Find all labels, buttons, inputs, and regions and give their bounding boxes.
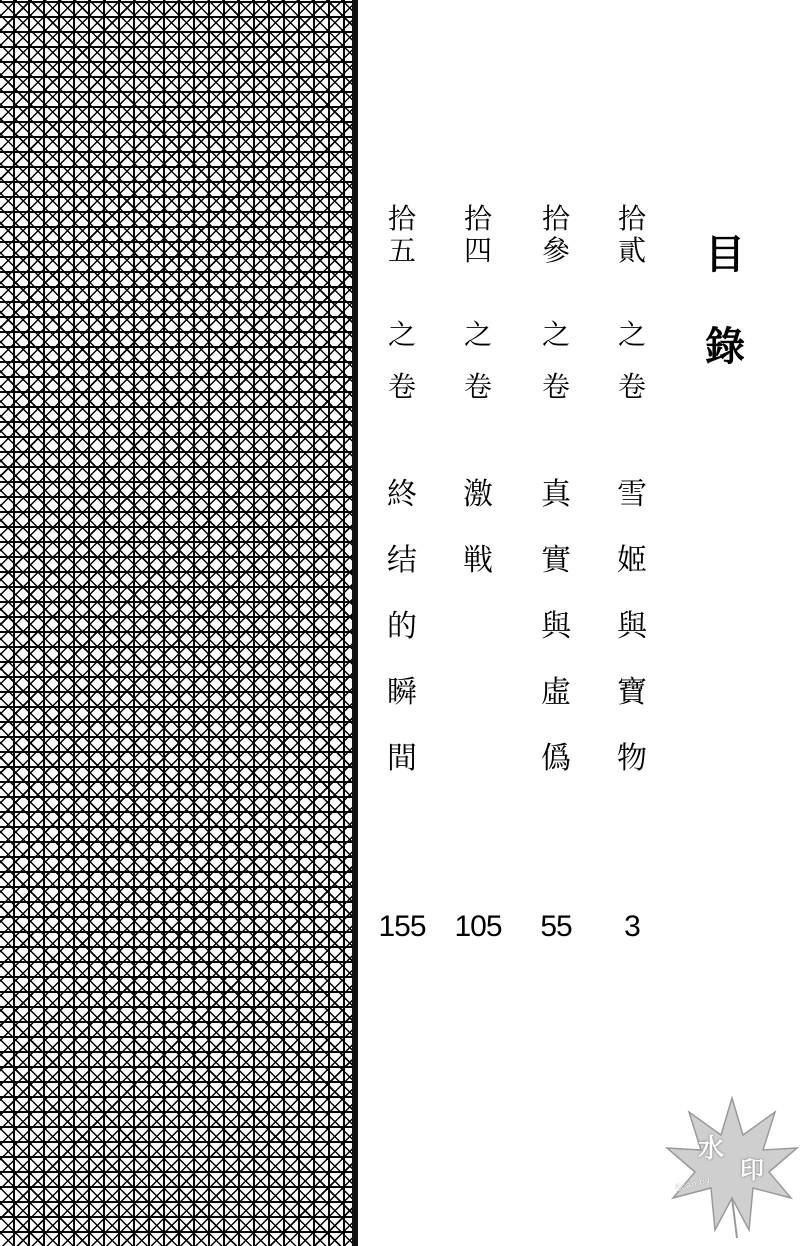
watermark-char: 印	[740, 1155, 764, 1184]
decorative-pattern-panel	[0, 0, 358, 1246]
chapter-label	[372, 202, 432, 405]
chapter-title-char: 僞	[541, 741, 571, 776]
watermark-char: 水	[698, 1134, 725, 1164]
chapter-page-number: 105	[454, 910, 502, 943]
chapter-title	[448, 477, 508, 612]
chapter-label-char: 拾	[617, 202, 646, 235]
chapter-label-char: 卷	[463, 370, 492, 403]
chapter-title-char: 實	[541, 543, 571, 578]
chapter-label-char: 貳	[617, 234, 646, 267]
chapter-entry	[448, 202, 508, 985]
chapter-title	[602, 477, 662, 810]
chapter-label	[526, 202, 586, 405]
toc-title-char: 錄	[705, 323, 745, 370]
toc-title-char: 目	[705, 231, 745, 278]
chapter-title-char: 虛	[541, 675, 571, 710]
chapter-title-char: 真	[541, 477, 571, 512]
chapter-entry	[526, 202, 586, 985]
chapter-label-char: 拾	[387, 202, 416, 235]
chapter-entry	[602, 202, 662, 985]
chapter-title-char: 與	[541, 609, 571, 644]
chapter-title-char: 物	[617, 741, 647, 776]
maple-leaf-watermark-icon	[665, 1090, 800, 1240]
chapter-title-char: 的	[387, 609, 417, 644]
chapter-label	[448, 202, 508, 405]
chapter-page-number: 3	[624, 910, 640, 943]
chapter-title-char: 寶	[617, 675, 647, 710]
chapter-label-char: 之	[463, 318, 492, 351]
chapter-title-char: 雪	[617, 477, 647, 512]
chapter-entry	[372, 202, 432, 985]
chapter-label-char: 之	[387, 318, 416, 351]
chapter-title	[526, 477, 586, 810]
chapter-title-char: 结	[387, 543, 417, 578]
chapter-title-char: 間	[387, 741, 417, 776]
chapter-label-char: 卷	[617, 370, 646, 403]
chapter-title-char: 姬	[617, 543, 647, 578]
chapter-label-char: 之	[541, 318, 570, 351]
chapter-title-char: 終	[387, 477, 417, 512]
chapter-title	[372, 477, 432, 810]
chapter-label-char: 四	[463, 234, 492, 267]
pattern-edge	[352, 0, 358, 1246]
chapter-title-char: 瞬	[387, 675, 417, 710]
chapter-title-char: 激	[463, 477, 493, 512]
toc-title	[690, 231, 760, 370]
chapter-label-char: 拾	[463, 202, 492, 235]
chapter-label-char: 參	[541, 234, 570, 267]
watermark-subtext: Scan by	[674, 1175, 712, 1195]
chapter-label-char: 卷	[387, 370, 416, 403]
chapter-label	[602, 202, 662, 405]
chapter-label-char: 卷	[541, 370, 570, 403]
chapter-page-number: 55	[540, 910, 572, 943]
chapter-label-char: 拾	[541, 202, 570, 235]
chapter-label-char: 之	[617, 318, 646, 351]
chapter-page-number: 155	[378, 910, 426, 943]
chapter-label-char: 五	[387, 234, 416, 267]
chapter-title-char: 與	[617, 609, 647, 644]
chapter-title-char: 戦	[463, 543, 493, 578]
